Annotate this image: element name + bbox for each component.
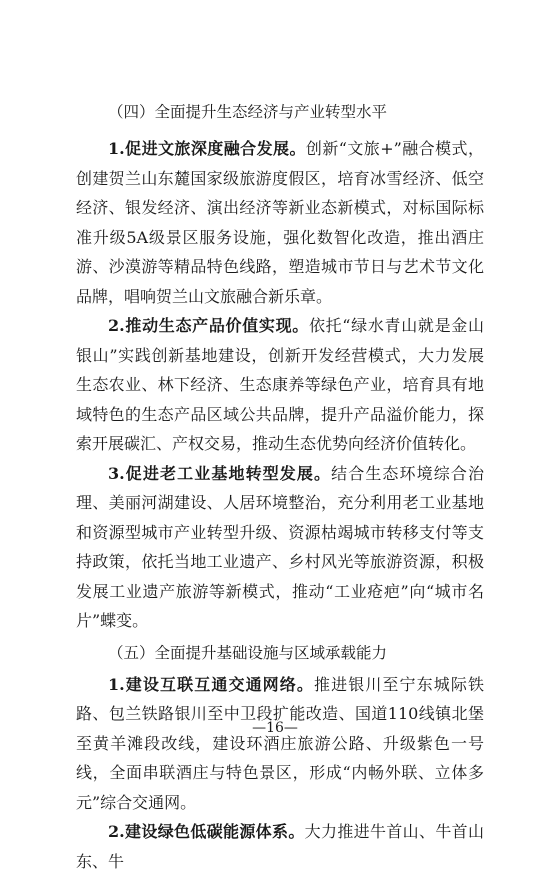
- paragraph-4-2: [76, 311, 484, 459]
- page-body: [76, 100, 484, 876]
- paragraph-text: 推进银川至宁东城际铁路、包兰铁路银川至中卫段扩能改造、国道110线镇北堡至黄羊滩段改线，建设环酒庄旅游公路、升级紫色一号线，全面串联酒庄与特色景区，形成“内畅外联、立体多元”综合交通网。: [76, 674, 484, 812]
- paragraph-4-1: [76, 134, 484, 311]
- paragraph-lead: 3.促进老工业基地转型发展。: [108, 463, 332, 483]
- paragraph-lead: 1.促进文旅深度融合发展。: [108, 139, 306, 158]
- page-number: —16—: [252, 720, 298, 736]
- section-heading-5: （五）全面提升基础设施与区域承载能力: [108, 643, 388, 662]
- paragraph-text: 创新“文旅+”融合模式，创建贺兰山东麓国家级旅游度假区，培育冰雪经济、低空经济、银发经济、演出经济等新业态新模式，对标国际标准升级5A级景区服务设施，强化数智化改造，推出酒庄游、沙漠游等精品特色线路，塑造城市节日与艺术节文化品牌，唱响贺兰山文旅融合新乐章。: [76, 139, 484, 306]
- paragraph-4-3: [76, 459, 484, 636]
- paragraph-text: 依托“绿水青山就是金山银山”实践创新基地建设，创新开发经营模式，大力发展生态农业、林下经济、生态康养等绿色产业，培育具有地域特色的生态产品区域公共品牌，提升产品溢价能力，探索开展碳汇、产权交易，推动生态优势向经济价值转化。: [76, 316, 484, 453]
- paragraph-5-1: [76, 670, 484, 818]
- paragraph-text: 结合生态环境综合治理、美丽河湖建设、人居环境整治，充分利用老工业基地和资源型城市产业转型升级、资源枯竭城市转移支付等支持政策，依托当地工业遗产、乡村风光等旅游资源，积极发展工业遗产旅游等新模式，推动“工业疮疤”向“城市名片”蝶变。: [76, 463, 484, 630]
- paragraph-text: 大力推进牛首山、牛首山东、牛: [76, 822, 484, 871]
- paragraph-lead: 1.建设互联互通交通网络。: [108, 674, 314, 694]
- paragraph-lead: 2.建设绿色低碳能源体系。: [108, 822, 305, 841]
- paragraph-lead: 2.推动生态产品价值实现。: [108, 316, 309, 335]
- section-heading-4: （四）全面提升生态经济与产业转型水平: [108, 103, 388, 121]
- paragraph-5-2: [76, 817, 484, 876]
